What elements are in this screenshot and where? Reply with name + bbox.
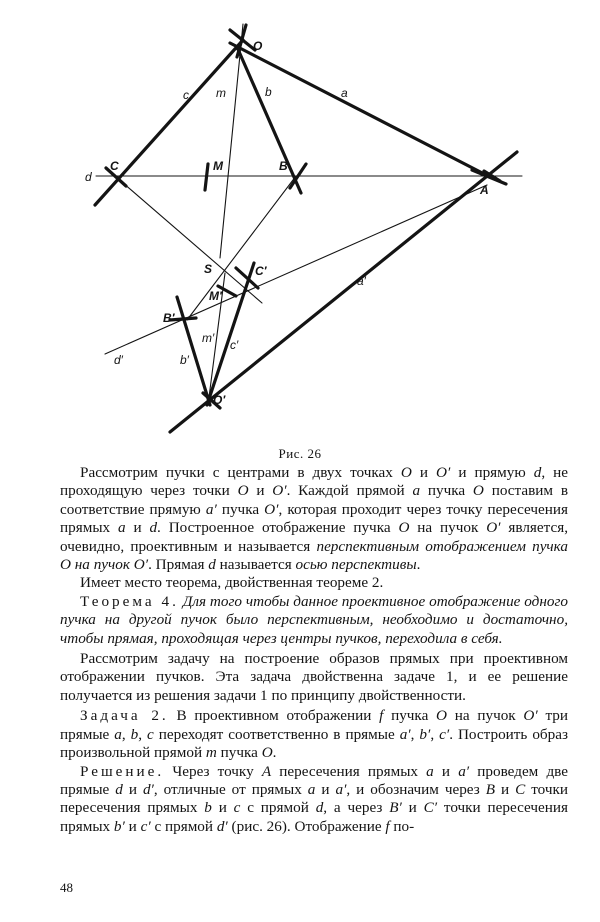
label-line-d-prime: d′ <box>114 353 123 367</box>
italic-run: a <box>412 482 421 500</box>
italic-run: f <box>379 707 384 725</box>
italic-run: перспективным отображением пучка O на пучок O′ <box>60 537 568 574</box>
italic-run: O <box>261 744 273 762</box>
italic-run: O′ <box>523 707 538 725</box>
label-point-m: M <box>213 159 223 173</box>
label-point-s: S <box>204 262 213 276</box>
italic-run: b <box>204 799 212 817</box>
italic-run: d <box>315 799 324 817</box>
italic-run: d <box>115 780 123 798</box>
page-number: 48 <box>60 880 73 895</box>
solution-text: Через точку A пересечения прямых a и a′ проведем две прямые d и d′, отличные от прямых a и a′, и обозначим через B и C точки пересечения прямых b и c с прямой d, а через B′ и C′ точки пересечения прямых b′ и c′ с прямой d′ (рис. 26). Отображение f по- <box>60 762 569 835</box>
italic-run: a <box>307 780 316 798</box>
line-b-prime <box>177 297 210 405</box>
italic-run: b′ <box>113 817 125 835</box>
italic-run: a <box>117 519 126 537</box>
figure-26 <box>0 0 600 440</box>
label-point-c: C <box>110 159 119 173</box>
label-line-a: a <box>341 86 348 100</box>
theorem-label: Теорема 4. <box>80 592 179 610</box>
label-point-b: B <box>279 159 288 173</box>
italic-run: d <box>533 464 542 481</box>
theorem-text: Для того чтобы данное проективное отображение одного пучка на другой пучок было перспективным, необходимо и достаточно, чтобы прямая, проходящая через центры пучков, переходила в себя. <box>60 592 568 647</box>
italic-run: m <box>205 744 217 762</box>
italic-run: a′ <box>335 780 347 798</box>
line-m <box>220 24 243 258</box>
italic-run: b <box>130 725 139 743</box>
line-b <box>237 47 301 193</box>
figure-caption: Рис. 26 <box>278 446 322 461</box>
italic-run: C <box>515 780 526 798</box>
line-c-b-prime <box>115 176 262 303</box>
label-point-c-prime: C′ <box>255 264 267 278</box>
italic-run: O <box>398 519 410 537</box>
italic-run: O′ <box>272 482 287 500</box>
italic-run: C′ <box>423 799 438 817</box>
line-c <box>95 40 243 205</box>
italic-run: O′ <box>486 519 501 537</box>
label-line-m-prime: m′ <box>202 331 215 345</box>
paragraph-theorem-4 <box>60 593 568 648</box>
italic-run: d′ <box>216 817 228 835</box>
italic-run: d′ <box>142 780 154 798</box>
paragraph-2: Имеет место теорема, двойственная теореме 2. <box>80 574 384 592</box>
paragraph-solution <box>60 763 568 837</box>
italic-run: O <box>436 707 448 725</box>
tick-m <box>205 164 208 190</box>
italic-run: a <box>114 725 122 743</box>
label-line-b-prime: b′ <box>180 353 189 367</box>
italic-run: B′ <box>389 799 402 817</box>
label-point-o-prime: O′ <box>213 393 226 407</box>
label-line-m: m <box>216 86 226 100</box>
label-point-o: O <box>253 39 263 53</box>
italic-run: a <box>426 762 434 780</box>
label-point-a: A <box>480 183 489 197</box>
italic-run: a′ <box>205 500 217 518</box>
label-point-b-prime: B′ <box>163 311 175 325</box>
problem-label: Задача 2. <box>80 707 169 725</box>
italic-run: d <box>149 519 158 537</box>
label-point-m-prime: M′ <box>209 289 222 303</box>
label-line-c: c <box>183 88 189 102</box>
italic-run: A <box>261 762 272 780</box>
paragraph-4: Рассмотрим задачу на построение образов прямых при проективном отображении пучков. Эта задача двойственна задаче 1, и ее решение получается из решения задачи 1 по принципу двойственности. <box>60 650 568 704</box>
italic-run: f <box>385 817 390 835</box>
label-line-c-prime: c′ <box>230 338 239 352</box>
italic-run: O <box>400 464 412 481</box>
italic-run: d <box>208 556 216 574</box>
solution-label: Решение. <box>80 762 165 780</box>
label-line-b: b <box>265 85 272 99</box>
italic-run: a′ <box>458 762 470 780</box>
italic-run: O′ <box>264 500 279 518</box>
italic-run: O <box>472 482 484 500</box>
italic-run: c <box>233 799 241 817</box>
line-a <box>230 43 492 178</box>
paragraph-problem-2 <box>60 707 568 762</box>
italic-run: B <box>485 780 495 798</box>
italic-run: O′ <box>436 464 451 481</box>
italic-run: c′ <box>140 817 151 835</box>
italic-run: b′ <box>419 725 431 743</box>
italic-run: c <box>147 725 154 743</box>
label-line-a-prime: a′ <box>357 274 366 288</box>
label-line-d: d <box>85 170 92 184</box>
problem-text: В проективном отображении f пучка O на пучок O′ три прямые a, b, c переходят соответственно в прямые a′, b′, c′. Построить образ произвольной прямой m пучка O. <box>60 707 568 762</box>
paragraph-1: Рассмотрим пучки с центрами в двух точках O и O′ и прямую d, не проходящую через точки O и O′. Каждой прямой a пучка O поставим в соответствие прямую a′ пучка O′, которая проходит через точку пересечения прямых a и d. Построенное отображение пучка O на пучок O′ является, очевидно, проективным и называется перспективным отображением пучка O на пучок O′. Прямая d называется осью перспективы. <box>60 464 569 574</box>
italic-run: a′ <box>399 725 411 743</box>
italic-run: c′ <box>439 725 450 743</box>
italic-run: осью перспективы <box>295 556 417 574</box>
italic-run: O <box>237 482 249 500</box>
body-text <box>60 464 568 836</box>
